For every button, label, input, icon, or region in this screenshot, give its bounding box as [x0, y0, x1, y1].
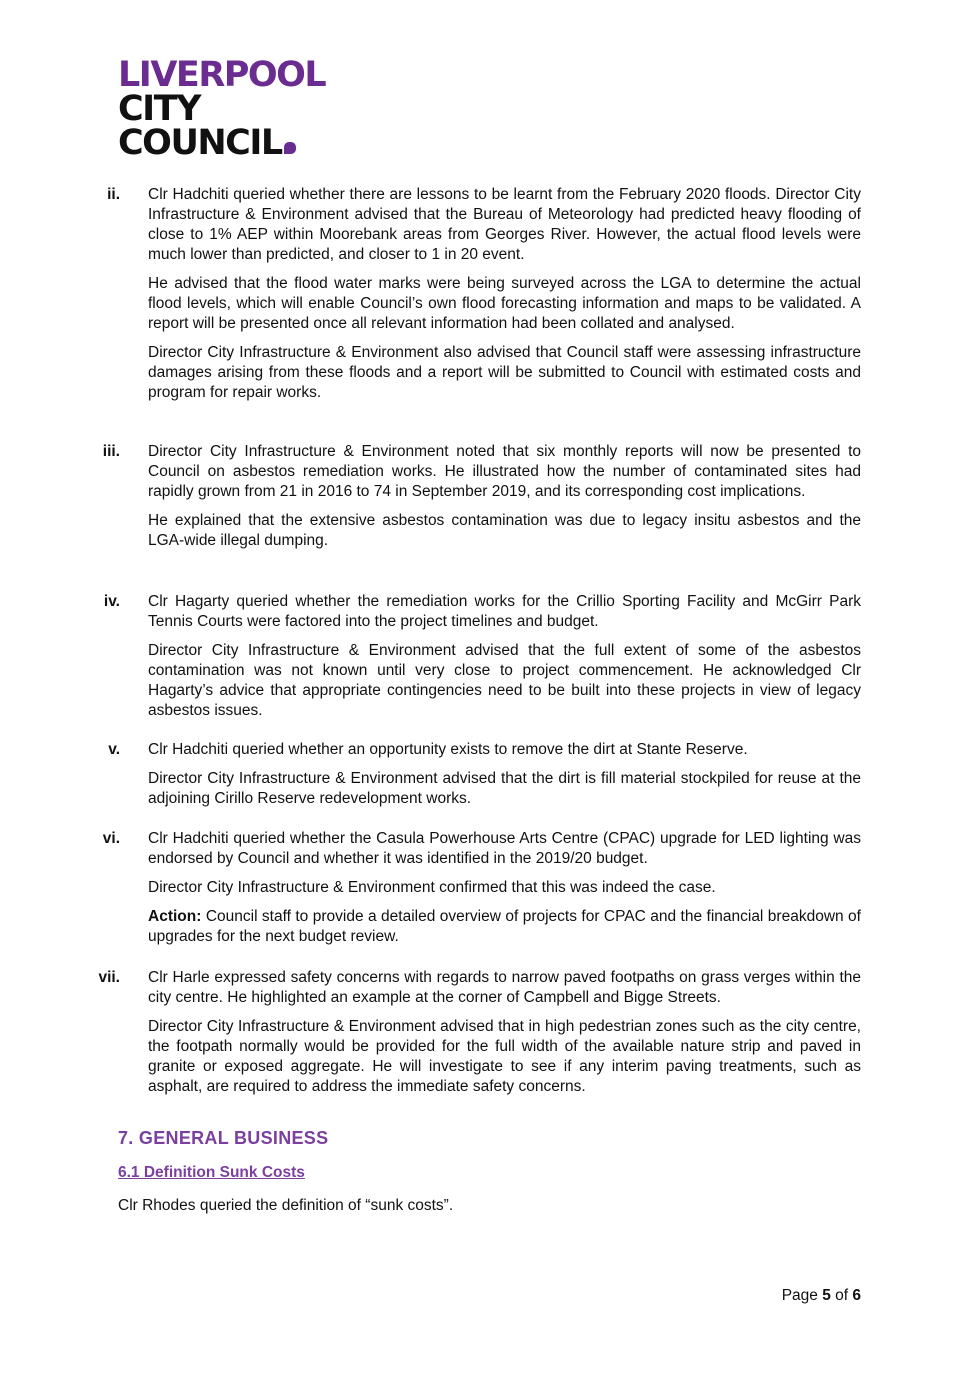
- item-paragraph: He explained that the extensive asbestos contamination was due to legacy insitu asbestos and the LGA-wide illegal dumping.: [148, 512, 861, 549]
- item-paragraph: Clr Hagarty queried whether the remediation works for the Crillio Sporting Facility and McGirr Park Tennis Courts were factored into the project timelines and budget.: [148, 593, 861, 630]
- section-heading: [118, 1128, 328, 1149]
- action-text: Council staff to provide a detailed overview of projects for CPAC and the financial breakdown of upgrades for the next budget review.: [148, 908, 861, 945]
- section-subtitle-link[interactable]: 6.1 Definition Sunk Costs: [118, 1164, 305, 1181]
- item-paragraph: Director City Infrastructure & Environment advised that in high pedestrian zones such as the city centre, the footpath normally would be provided for the full width of the available nature strip and paved in granite or exposed aggregate. He will investigate to see if any interim paving treatments, such as asphalt, are required to address the immediate safety concerns.: [148, 1018, 861, 1095]
- item-number: ii.: [107, 186, 120, 203]
- item-number: iv.: [103, 593, 120, 610]
- item-paragraph: Director City Infrastructure & Environment noted that six monthly reports will now be presented to Council on asbestos remediation works. He illustrated how the number of contaminated sites had rapidly grown from 21 in 2016 to 74 in September 2019, and its corresponding cost implications.: [148, 443, 861, 500]
- item-paragraph: Director City Infrastructure & Environment also advised that Council staff were assessing infrastructure damages arising from these floods and a report will be submitted to Council with estimated costs and program for repair works.: [148, 344, 861, 401]
- logo-line-city: CITY: [118, 89, 200, 129]
- page-prefix: Page: [781, 1287, 823, 1304]
- minute-item-vi: [80, 829, 861, 947]
- item-paragraph: Director City Infrastructure & Environment advised that the dirt is fill material stockpiled for reuse at the adjoining Cirillo Reserve redevelopment works.: [148, 770, 861, 807]
- item-paragraph: Clr Hadchiti queried whether there are lessons to be learnt from the February 2020 floods. Director City Infrastructure & Environment advised that the Bureau of Meteorology had predicted heavy flooding of close to 1% AEP within Moorebank areas from Georges River. However, the actual flood levels were much lower than predicted, and closer to 1 in 20 event.: [148, 186, 861, 263]
- section-body: Clr Rhodes queried the definition of “sunk costs”.: [118, 1197, 454, 1214]
- action-label: Action:: [148, 908, 202, 925]
- minute-item-iii: [80, 442, 861, 551]
- minute-item-ii: [80, 185, 861, 403]
- action-paragraph: [148, 907, 861, 947]
- total-pages: 6: [852, 1287, 861, 1304]
- item-paragraph: Clr Hadchiti queried whether the Casula Powerhouse Arts Centre (CPAC) upgrade for LED lighting was endorsed by Council and whether it was identified in the 2019/20 budget.: [148, 830, 861, 867]
- item-paragraph: Director City Infrastructure & Environment confirmed that this was indeed the case.: [148, 879, 716, 896]
- current-page: 5: [822, 1287, 831, 1304]
- item-number: vi.: [102, 830, 120, 847]
- item-paragraph: Clr Hadchiti queried whether an opportunity exists to remove the dirt at Stante Reserve.: [148, 741, 748, 758]
- item-paragraph: Director City Infrastructure & Environment advised that the full extent of some of the asbestos contamination was not known until very close to project commencement. He acknowledged Clr Hagarty’s advice that appropriate contingencies need to be built into these projects in view of legacy asbestos issues.: [148, 642, 861, 719]
- item-paragraph: Clr Harle expressed safety concerns with regards to narrow paved footpaths on grass verges within the city centre. He highlighted an example at the corner of Campbell and Bigge Streets.: [148, 969, 861, 1006]
- council-logo: [118, 55, 326, 163]
- logo-line-liverpool: LIVERPOOL: [118, 55, 326, 95]
- logo-line-council: COUNCIL: [118, 123, 282, 163]
- item-paragraph: He advised that the flood water marks were being surveyed across the LGA to determine the actual flood levels, which will enable Council’s own flood forecasting information and maps to be validated. A report will be presented once all relevant information had been collated and analysed.: [148, 275, 861, 332]
- item-number: v.: [108, 741, 120, 758]
- minute-item-iv: [80, 592, 861, 721]
- item-number: iii.: [102, 443, 120, 460]
- section-title: 7. GENERAL BUSINESS: [118, 1128, 329, 1148]
- page-of: of: [830, 1287, 853, 1304]
- item-number: vii.: [98, 969, 120, 986]
- minute-item-v: [80, 740, 861, 809]
- page-number: [782, 1287, 861, 1305]
- minute-item-vii: [80, 968, 861, 1097]
- logo-mark-icon: [284, 142, 296, 154]
